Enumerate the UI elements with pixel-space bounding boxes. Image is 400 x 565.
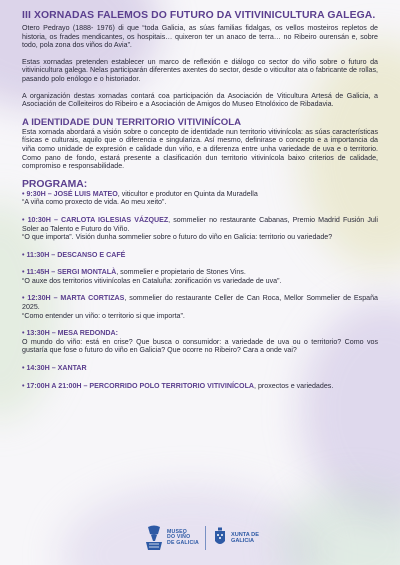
page-title: III XORNADAS FALEMOS DO FUTURO DA VITIVINICULTURA GALEGA. (22, 10, 376, 21)
program-item-time: • 10:30H – CARLOTA IGLESIAS VÁZQUEZ (22, 215, 169, 224)
program-item (22, 268, 378, 285)
program-item (22, 216, 378, 242)
xunta-coat-of-arms-icon (212, 527, 228, 549)
program-item-time: • 11:45H – SERGI MONTALÀ (22, 268, 117, 277)
museum-name: MUSEO DO VIÑO DE GALICIA (167, 528, 199, 546)
program-item (22, 294, 378, 320)
program-item-text: , sommelier do restaurante Celler de Can Roca, Mellor Sommelier de España 2025. (22, 294, 378, 312)
program-item-time: • 14:30H – XANTAR (22, 364, 87, 373)
program-item-time: • 12:30H – MARTA CORTIZAS (22, 294, 125, 303)
government-name: XUNTA DE GALICIA (230, 532, 259, 544)
xunta-logo (212, 527, 265, 549)
identity-paragraph: Esta xornada abordará a visión sobre o concepto de identidade nun territorio vitivinícola: as súas características físicas e culturais, aquilo que o diferencia e singulariza. Así mesmo, definirase o concepto e a importancia da viña como unidade de expresión e calidade dun viño, e a diferenza entre unha variedade de uva e o territorio. Como pano de fondo, estará presente a clasificación dun territorio vitivinícola baixo criterios de calidade, compromiso e responsabilidade. (22, 127, 378, 171)
program-item (22, 382, 378, 391)
identity-heading: A IDENTIDADE DUN TERRITORIO VITIVINÍCOLA (22, 116, 242, 128)
logo-divider (205, 526, 206, 550)
program-item-time: • 9:30H – JOSÉ LUIS MATEO (22, 189, 118, 198)
program-item-time: • 11:30H – DESCANSO E CAFÉ (22, 250, 126, 259)
program-item-detail: “O que importa”. Visión dunha sommelier sobre o futuro do viño en Galicia: territorio ou variedade? (22, 233, 333, 242)
program-item-time: • 17:00H A 21:00H – PERCORRIDO POLO TERRITORIO VITIVINÍCOLA (22, 381, 255, 390)
intro-paragraph-1: Otero Pedrayo (1888- 1976) di que “toda Galicia, as súas familias fidalgas, os vellos mosteiros repletos de historia, os frades mendicantes, os hospitais… quixeron ter un anaco de terra… no Ribeiro ourensán e, sobre todo, pola zona dos viños do Avia”. (22, 24, 378, 50)
museum-logo (144, 525, 199, 551)
program-item-detail: “O auxe dos territorios vitivinícolas en Cataluña: zonificación vs variedade de uva”. (22, 276, 282, 285)
footer-logos (144, 525, 265, 551)
program-item-time: • 13:30H – MESA REDONDA: (22, 329, 119, 338)
program-item-detail: “A viña como proxecto de vida. Ao meu xeito”. (22, 198, 167, 207)
intro-paragraph-2: Estas xornadas pretenden establecer un marco de reflexión e diálogo co sector do viño sobre o futuro da vitivinicultura galega. Nelas participarán diferentes axentes do sector, desde o viticultor ata o fabricante de rollas, pasando polo enólogo e o historiador. (22, 57, 378, 83)
program-item (22, 190, 378, 207)
program-item (22, 329, 378, 355)
program-item (22, 251, 378, 260)
program-item-detail: “Como entender un viño: o territorio si que importa”. (22, 311, 185, 320)
program-item-detail: O mundo do viño: está en crise? Que busca o consumidor: a variedade de uva ou o territorio? Como vos gustaría que fose o futuro do viño en Galicia? Que ocorre no Ribeiro? Cara a onde vai? (22, 337, 378, 355)
intro-paragraph-3: A organización destas xornadas contará coa participación da Asociación de Viticultura Artesá de Galicia, a Asociación de Colleiteiros do Ribeiro e a Asociación de Amigos do Museo Etnolóxico de Ribadavia. (22, 91, 378, 109)
museum-emblem-icon (144, 525, 164, 551)
program-heading: PROGRAMA: (22, 178, 88, 190)
flyer-content (22, 10, 378, 399)
program-item-text: , sommelier no restaurante Cabanas, Premio Madrid Fusión Juli Soler ao Talento e Futuro do Viño. (22, 215, 379, 233)
program-item-text: , proxectos e variedades. (254, 381, 334, 390)
program-item-text: , viticultor e produtor en Quinta da Muradella (117, 189, 258, 198)
program-item-text: , sommelier e propietario de Stones Vins. (116, 268, 246, 277)
program-item (22, 364, 378, 373)
